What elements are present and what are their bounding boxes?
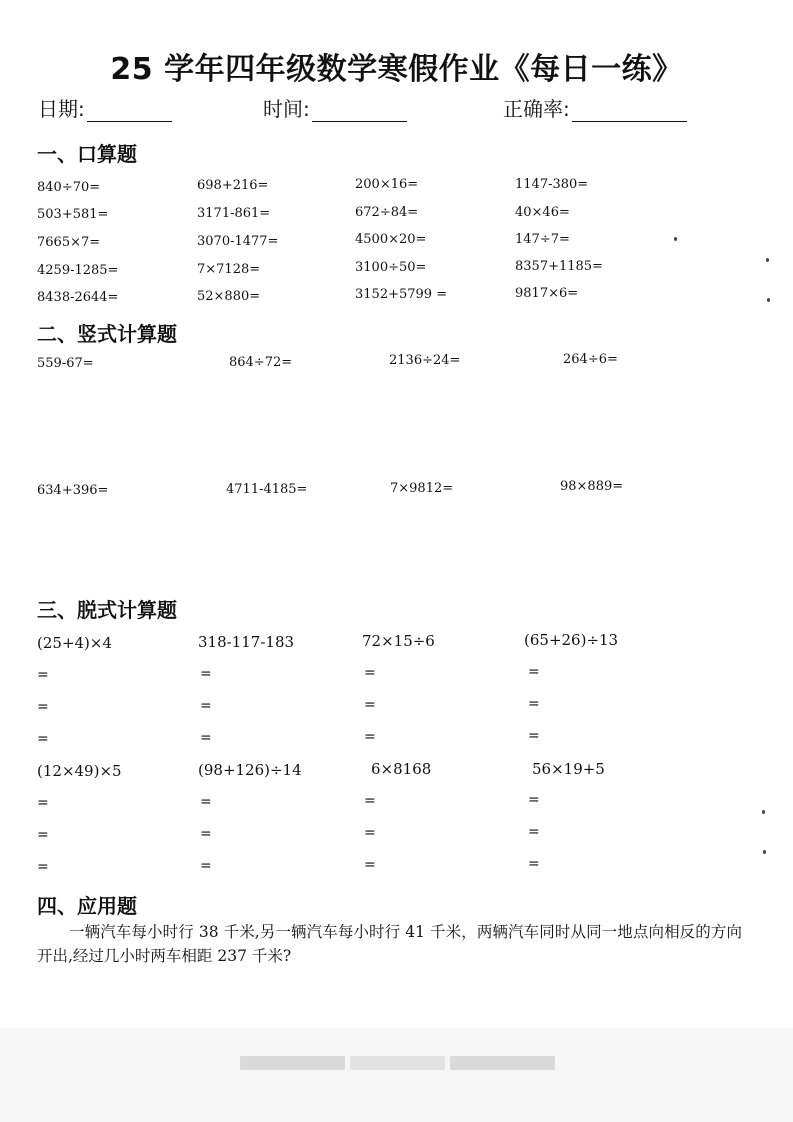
oral-problem: 503+581= (37, 207, 109, 222)
vertical-problem: 2136÷24= (389, 353, 461, 368)
equals-sign: = (528, 824, 540, 840)
date-field (38, 93, 172, 122)
blurred-footer-middle (350, 1056, 445, 1070)
equals-sign: = (200, 794, 212, 810)
stepwise-problem: 6×8168 (371, 760, 432, 778)
equals-sign: = (200, 730, 212, 746)
equals-sign: = (200, 698, 212, 714)
equals-sign: = (364, 697, 376, 713)
accuracy-label: 正确率: (503, 97, 570, 121)
scan-speck (762, 810, 765, 814)
vertical-problem: 98×889= (560, 479, 624, 494)
oral-problem: 3171-861= (197, 206, 271, 221)
accuracy-field (503, 93, 687, 122)
oral-problem: 1147-380= (515, 177, 589, 192)
oral-problem: 4259-1285= (37, 263, 119, 278)
equals-sign: = (200, 666, 212, 682)
page-bottom-shade (0, 1028, 793, 1122)
oral-problem: 698+216= (197, 178, 269, 193)
blurred-footer-right (450, 1056, 555, 1070)
date-label: 日期: (38, 97, 85, 121)
oral-problem: 3070-1477= (197, 234, 279, 249)
vertical-problem: 864÷72= (229, 355, 293, 370)
scan-speck (767, 298, 770, 302)
equals-sign: = (37, 667, 49, 683)
equals-sign: = (37, 827, 49, 843)
equals-sign: = (364, 665, 376, 681)
oral-problem: 672÷84= (355, 205, 419, 220)
section-heading-oral: 一、口算题 (37, 142, 137, 166)
section-heading-stepwise: 三、脱式计算题 (37, 598, 177, 622)
equals-sign: = (364, 857, 376, 873)
equals-sign: = (37, 699, 49, 715)
oral-problem: 7×7128= (197, 262, 261, 277)
vertical-problem: 634+396= (37, 483, 109, 498)
equals-sign: = (37, 731, 49, 747)
oral-problem: 3152+5799 = (355, 287, 448, 302)
oral-problem: 3100÷50= (355, 260, 427, 275)
equals-sign: = (37, 795, 49, 811)
oral-problem: 8438-2644= (37, 290, 119, 305)
scan-speck (763, 850, 766, 854)
oral-problem: 52×880= (197, 289, 261, 304)
equals-sign: = (528, 696, 540, 712)
stepwise-problem: (25+4)×4 (37, 634, 113, 652)
oral-problem: 4500×20= (355, 232, 427, 247)
vertical-problem: 4711-4185= (226, 482, 308, 497)
section-heading-application: 四、应用题 (37, 894, 137, 918)
equals-sign: = (528, 728, 540, 744)
time-label: 时间: (263, 97, 310, 121)
equals-sign: = (200, 826, 212, 842)
word-problem-text: 一辆汽车每小时行 38 千米,另一辆汽车每小时行 41 千米，两辆汽车同时从同一地点向相反的方向开出,经过几小时两车相距 237 千米? (37, 923, 742, 965)
vertical-problem: 264÷6= (563, 352, 618, 367)
equals-sign: = (364, 729, 376, 745)
equals-sign: = (364, 793, 376, 809)
stepwise-problem: 318-117-183 (198, 633, 295, 651)
oral-problem: 147÷7= (515, 232, 570, 247)
time-field (263, 93, 407, 122)
blurred-footer-left (240, 1056, 345, 1070)
equals-sign: = (37, 859, 49, 875)
equals-sign: = (364, 825, 376, 841)
stepwise-problem: (65+26)÷13 (524, 631, 619, 649)
oral-problem: 840÷70= (37, 180, 101, 195)
accuracy-blank (572, 99, 687, 122)
time-blank (312, 99, 407, 122)
section-heading-vertical: 二、竖式计算题 (37, 322, 177, 346)
equals-sign: = (528, 664, 540, 680)
stepwise-problem: 72×15÷6 (362, 632, 435, 650)
scan-speck (674, 237, 677, 241)
equals-sign: = (528, 856, 540, 872)
page-title: 25 学年四年级数学寒假作业《每日一练》 (110, 52, 683, 87)
vertical-problem: 559-67= (37, 356, 94, 371)
equals-sign: = (528, 792, 540, 808)
stepwise-problem: 56×19+5 (532, 760, 605, 778)
stepwise-problem: (98+126)÷14 (198, 761, 302, 779)
oral-problem: 8357+1185= (515, 259, 603, 274)
oral-problem: 9817×6= (515, 286, 579, 301)
oral-problem: 40×46= (515, 205, 570, 220)
stepwise-problem: (12×49)×5 (37, 762, 122, 780)
vertical-problem: 7×9812= (390, 481, 454, 496)
date-blank (87, 99, 172, 122)
scan-speck (766, 258, 769, 262)
oral-problem: 200×16= (355, 177, 419, 192)
oral-problem: 7665×7= (37, 235, 101, 250)
equals-sign: = (200, 858, 212, 874)
